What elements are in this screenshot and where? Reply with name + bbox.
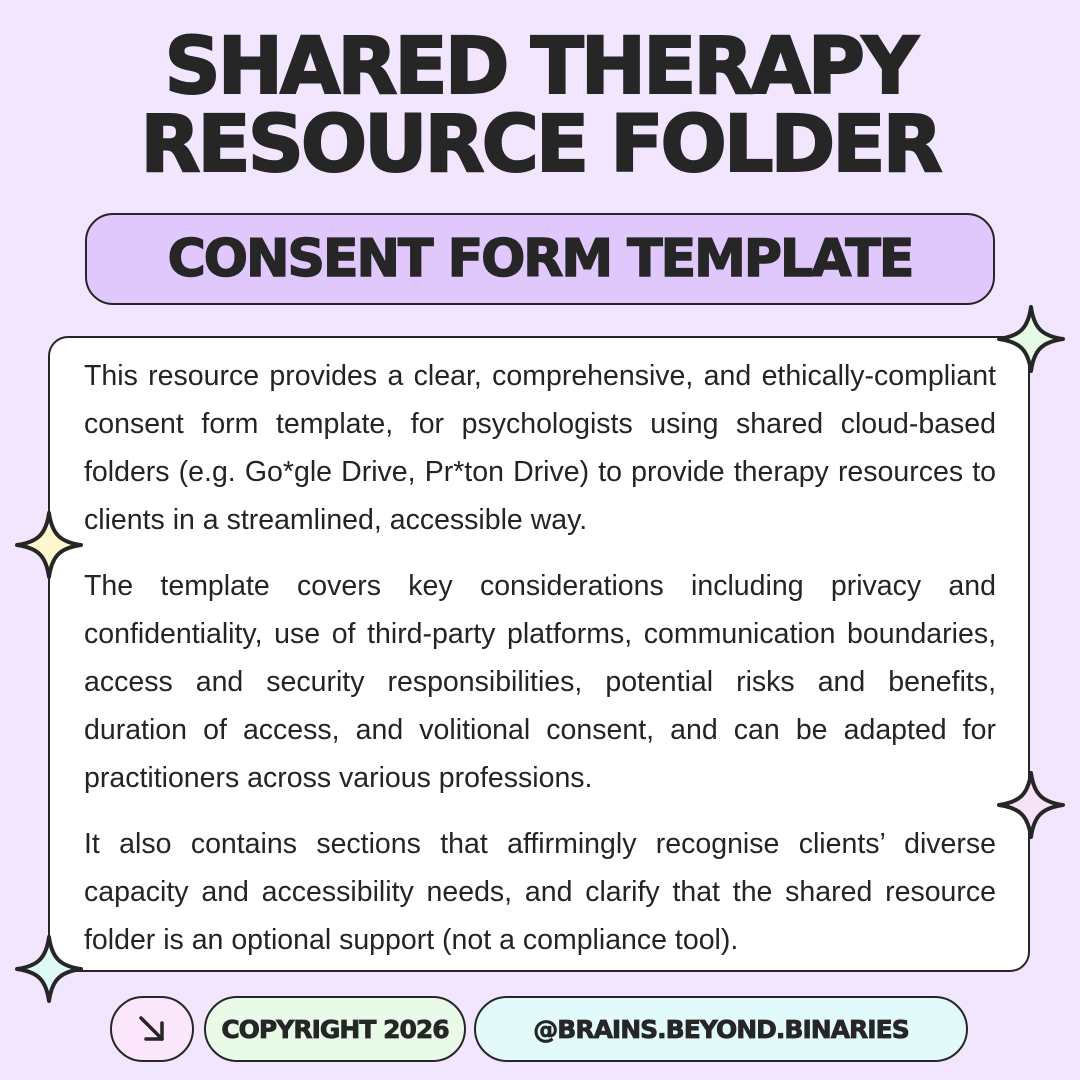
arrow-button[interactable]: [110, 996, 194, 1062]
social-handle-text: @BRAINS.BEYOND.BINARIES: [533, 1014, 909, 1044]
title-line-2: RESOURCE FOLDER: [140, 100, 940, 190]
sparkle-pink-icon: [996, 770, 1066, 840]
paragraph-2: The template covers key considerations including privacy and confidentiality, use of third-party platforms, communication boundaries, access and security responsibilities, potential risks and benefits, duration of access, and volitional consent, and can be adapted for practitioners across various professions.: [84, 570, 996, 794]
arrow-down-right-icon: [134, 1011, 170, 1047]
subtitle-pill: [85, 213, 995, 305]
subtitle-text: CONSENT FORM TEMPLATE: [167, 229, 913, 289]
paragraph-1: This resource provides a clear, comprehensive, and ethically-compliant consent form template, for psychologists using shared cloud-based folders (e.g. Go*gle Drive, Pr*ton Drive) to provide therapy resources to clients in a streamlined, accessible way.: [84, 360, 996, 536]
copyright-text: COPYRIGHT 2026: [221, 1014, 449, 1044]
social-handle-link[interactable]: [474, 996, 968, 1062]
page-title: [0, 22, 1080, 190]
paragraph-3: It also contains sections that affirmingly recognise clients’ diverse capacity and accessibility needs, and clarify that the shared resource folder is an optional support (not a compliance tool).: [84, 828, 996, 956]
description-card: [48, 336, 1030, 972]
sparkle-green-icon: [996, 304, 1066, 374]
footer: [110, 996, 970, 1064]
sparkle-cyan-icon: [14, 934, 84, 1004]
sparkle-yellow-icon: [14, 510, 84, 580]
copyright-badge: [204, 996, 466, 1062]
title-line-1: SHARED THERAPY: [164, 22, 916, 112]
